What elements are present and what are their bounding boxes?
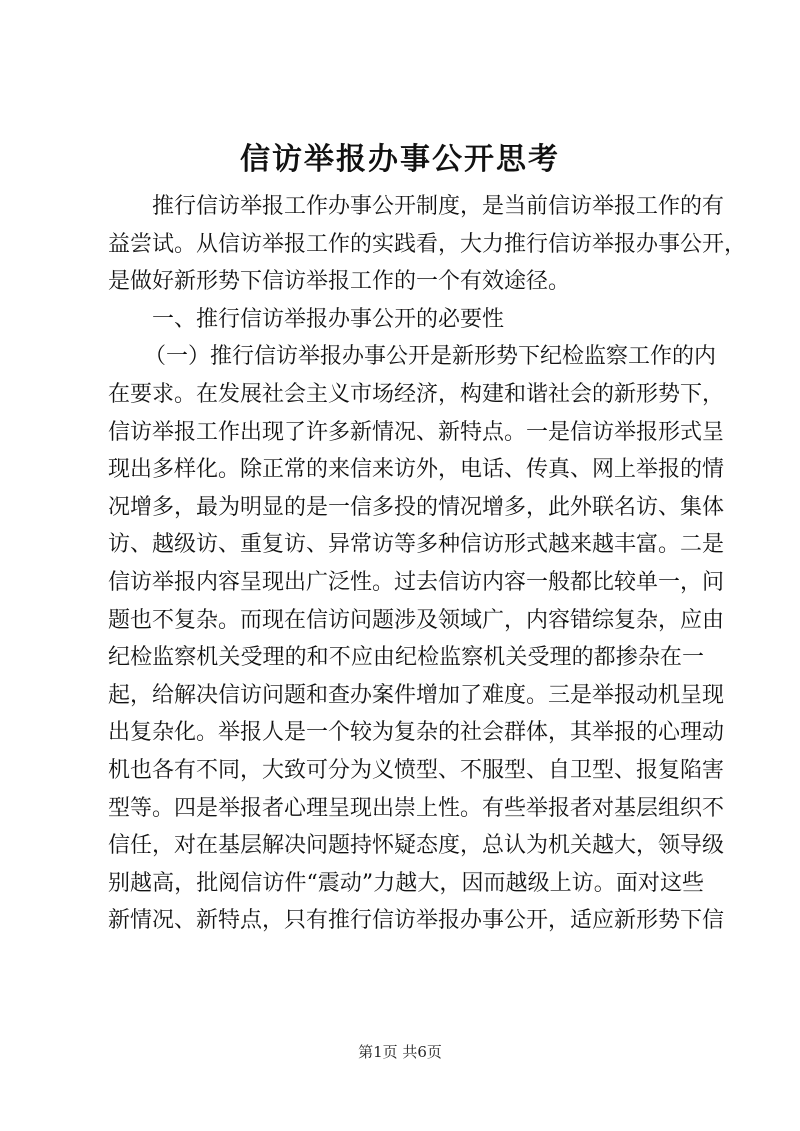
paragraph-line: 现出多样化。除正常的来信来访外，电话、传真、网上举报的情 bbox=[108, 457, 725, 483]
paragraph-line: 况增多，最为明显的是一信多投的情况增多，此外联名访、集体 bbox=[108, 494, 725, 520]
paragraph-line: （一）推行信访举报办事公开是新形势下纪检监察工作的内 bbox=[144, 344, 717, 370]
paragraph-line: 机也各有不同，大致可分为义愤型、不服型、自卫型、报复陷害 bbox=[108, 757, 725, 783]
section-heading: 一、推行信访举报办事公开的必要性 bbox=[152, 306, 505, 332]
paragraph-line: 信任，对在基层解决问题持怀疑态度，总认为机关越大，领导级 bbox=[108, 833, 725, 859]
paragraph-line: 推行信访举报工作办事公开制度，是当前信访举报工作的有 bbox=[152, 194, 725, 219]
paragraph-line: 纪检监察机关受理的和不应由纪检监察机关受理的都掺杂在一 bbox=[108, 645, 704, 671]
paragraph-line: 出复杂化。举报人是一个较为复杂的社会群体，其举报的心理动 bbox=[108, 720, 725, 746]
page-number-footer: 第1页 共6页 bbox=[358, 1043, 442, 1061]
paragraph-line: 型等。四是举报者心理呈现出崇上性。有些举报者对基层组织不 bbox=[108, 795, 725, 821]
paragraph-line: 益尝试。从信访举报工作的实践看，大力推行信访举报办事公开， bbox=[108, 231, 747, 257]
paragraph-line: 是做好新形势下信访举报工作的一个有效途径。 bbox=[108, 269, 571, 295]
document-body bbox=[108, 188, 747, 940]
paragraph-line: 别越高，批阅信访件“震动”力越大，因而越级上访。面对这些 bbox=[108, 870, 704, 896]
paragraph-line: 访、越级访、重复访、异常访等多种信访形式越来越丰富。二是 bbox=[108, 532, 725, 558]
paragraph-line: 信访举报内容呈现出广泛性。过去信访内容一般都比较单一，问 bbox=[108, 569, 725, 595]
paragraph-line: 新情况、新特点，只有推行信访举报办事公开，适应新形势下信 bbox=[108, 908, 725, 934]
paragraph-line: 信访举报工作出现了许多新情况、新特点。一是信访举报形式呈 bbox=[108, 419, 725, 445]
paragraph-line: 题也不复杂。而现在信访问题涉及领域广，内容错综复杂，应由 bbox=[108, 607, 725, 633]
document-title: 信访举报办事公开思考 bbox=[240, 142, 560, 177]
paragraph-line: 在要求。在发展社会主义市场经济，构建和谐社会的新形势下， bbox=[108, 381, 725, 407]
paragraph-line: 起，给解决信访问题和查办案件增加了难度。三是举报动机呈现 bbox=[108, 682, 725, 708]
